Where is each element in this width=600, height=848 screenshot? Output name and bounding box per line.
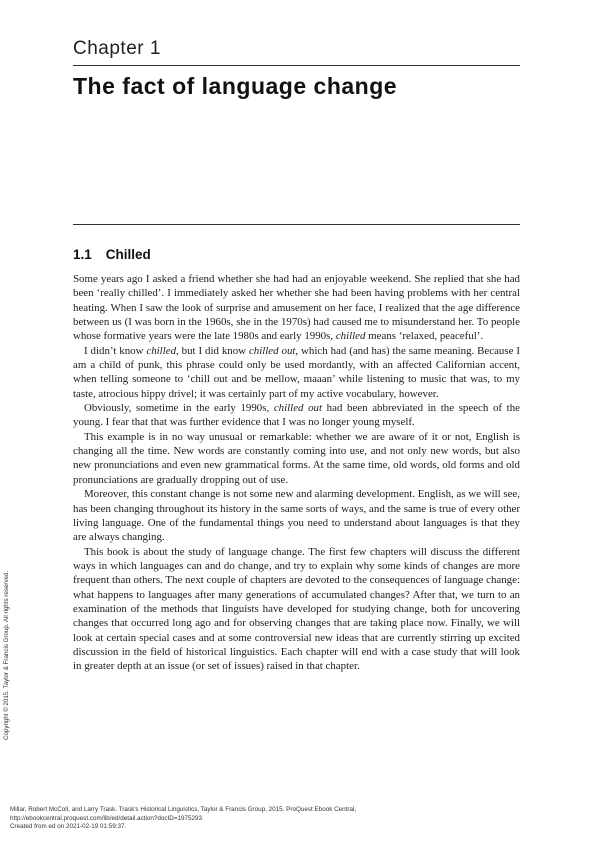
- italic-term: chilled out: [273, 402, 323, 415]
- chapter-label: Chapter 1: [73, 38, 161, 59]
- side-copyright-notice: Copyright © 2015. Taylor & Francis Group. All rights reserved.: [3, 570, 10, 740]
- body-text: [73, 272, 520, 674]
- italic-term: chilled: [335, 330, 366, 343]
- footer-url-line: http://ebookcentral.proquest.com/lib/ed/detail.action?docID=1975293.: [10, 814, 204, 822]
- text-run: I didn’t know: [84, 344, 147, 357]
- footer-citation-line: Millar, Robert McColl, and Larry Trask. Trask's Historical Linguistics, Taylor & Francis Group, 2015. ProQuest Ebook Central,: [10, 806, 357, 813]
- body-paragraph: [73, 545, 520, 674]
- text-run: , which had (and has) the same meaning. Because I am a child of punk, this phrase could only be used mordantly, with an affected Californian accent, when telling someone to ‘chill out and be mellow, maaan’ while listening to music that was, to my taste, atrocious hippy drivel; it was certainly part of my active vocabulary, however.: [73, 344, 520, 400]
- footer-created-line: Created from ed on 2021-02-19 01:59:37.: [10, 823, 127, 831]
- text-run: Some years ago I asked a friend whether she had had an enjoyable weekend. She replied that she had been ‘really chilled’. I immediately asked her whether she had been having problems with her central heating. When I saw the look of surprise and amusement on her face, I realized that the age difference between us (I was born in the 1960s, she in the 1970s) had caused me to misunderstand her. To people whose formative years were the late 1980s and early 1990s,: [73, 273, 520, 343]
- body-paragraph: [73, 401, 520, 430]
- chapter-title: The fact of language change: [73, 73, 398, 99]
- italic-term: chilled out: [248, 344, 296, 357]
- text-run: Obviously, sometime in the early 1990s,: [84, 402, 274, 415]
- body-paragraph: [73, 430, 520, 487]
- text-run: means ‘relaxed, peaceful’.: [365, 330, 484, 343]
- section-heading: [73, 247, 151, 262]
- body-paragraph: [73, 487, 520, 544]
- text-run: had been abbreviated in the speech of the young. I fear that that was further evidence that I was no longer young myself.: [73, 402, 520, 429]
- chapter-rule: [73, 65, 520, 66]
- text-run: This example is in no way unusual or remarkable: whether we are aware of it or not, English is changing all the time. New words are constantly coming into use, and not only new words, but also new pronunciations and even new grammatical forms. At the same time, old words, old forms and old pronunciations are gradually dropping out of use.: [73, 430, 520, 486]
- body-paragraph: [73, 272, 520, 344]
- section-title: Chilled: [105, 247, 151, 262]
- citation-footer: [10, 806, 590, 832]
- text-run: This book is about the study of language change. The first few chapters will discuss the different ways in which languages can and do change, and try to explain why some kinds of changes are more frequent than others. The next couple of chapters are devoted to the consequences of language change: what happens to languages after many generations of accumulated changes? After that, we turn to an examination of the methods that linguists have developed for studying change, both for uncovering changes that occurred long ago and for observing changes that are taking place now. Finally, we will look at certain special cases and at some controversial new ideas that are currently stirring up excited discussion in the field of historical linguistics. Each chapter will end with a case study that will look in greater depth at an issue (or set of issues) raised in that chapter.: [73, 545, 520, 673]
- text-run: Moreover, this constant change is not some new and alarming development. English, as we will see, has been changing throughout its history in the same sorts of ways, and the same is true of every other living language. One of the fundamental things you need to understand about languages is that they are always changing.: [73, 488, 520, 544]
- section-number: 1.1: [73, 247, 92, 262]
- body-paragraph: [73, 344, 520, 401]
- section-rule: [73, 224, 520, 225]
- italic-term: chilled: [146, 344, 177, 357]
- text-run: , but I did know: [176, 344, 249, 357]
